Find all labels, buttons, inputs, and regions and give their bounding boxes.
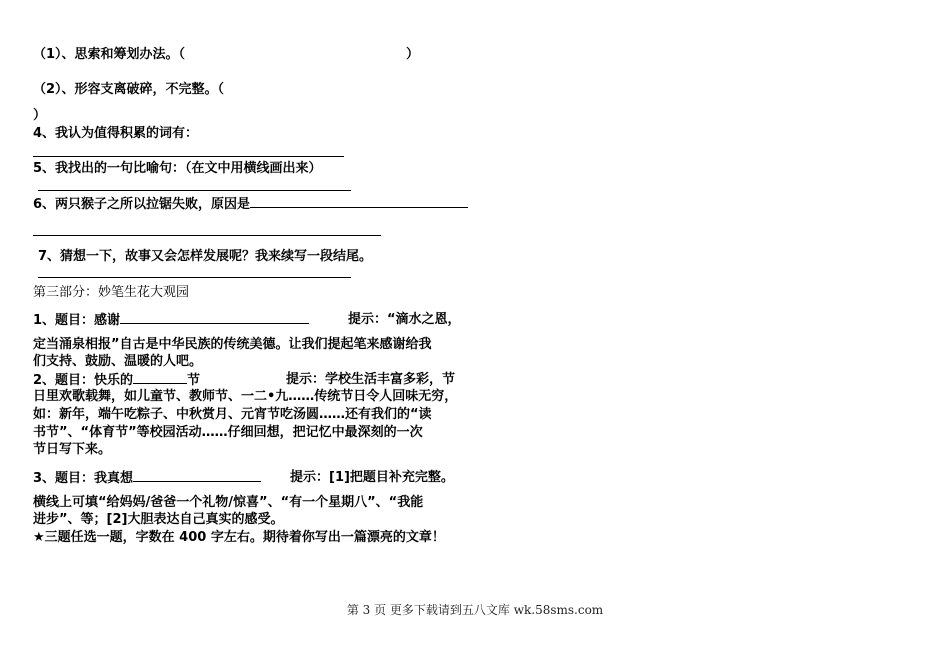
question-1-close-paren: ） (406, 47, 420, 62)
topic-1-hint: 提示：“滴水之恩， (348, 312, 461, 327)
question-2-close-paren: ） (33, 108, 47, 123)
question-1-text: （1）、思索和筹划办法。（ (33, 47, 186, 62)
question-2 (33, 81, 224, 98)
topic-2-body-line-4: 节日写下来。 (33, 442, 112, 457)
topic-3 (33, 469, 261, 487)
question-6 (33, 195, 468, 213)
part3-heading: 第三部分：妙笔生花大观园 (33, 285, 190, 300)
topic-1-blank[interactable] (120, 311, 309, 324)
topic-3-body-line-1: 横线上可填“给妈妈/爸爸一个礼物/惊喜”、“有一个星期八”、“我能 (33, 495, 424, 510)
topic-3-label: 3、题目：我真想 (33, 471, 134, 486)
writing-note: ★三题任选一题，字数在 400 字左右。期待着你写出一篇漂亮的文章！ (33, 530, 445, 545)
topic-1 (33, 311, 309, 329)
topic-2-hint: 提示：学校生活丰富多彩，节 (286, 372, 456, 387)
question-5: 5、我找出的一句比喻句：（在文中用横线画出来） (33, 161, 322, 176)
answer-line-q4[interactable] (33, 156, 344, 157)
topic-2-body-line-3: 书节”、“体育节”等校园活动……仔细回想，把记忆中最深刻的一次 (33, 425, 423, 440)
topic-1-body-line-1: 定当涌泉相报”自古是中华民族的传统美德。让我们提起笔来感谢给我 (33, 337, 432, 352)
answer-line-q6-cont[interactable] (33, 235, 381, 236)
topic-3-hint: 提示：[1]把题目补充完整。 (290, 470, 454, 485)
question-7: 7、猜想一下，故事又会怎样发展呢？我来续写一段结尾。 (38, 249, 373, 264)
topic-2-blank[interactable] (133, 371, 187, 384)
answer-line-q7[interactable] (38, 277, 351, 278)
topic-2-body-line-2: 如：新年，端午吃粽子、中秋赏月、元宵节吃汤圆……还有我们的“读 (33, 407, 432, 422)
answer-line-q5[interactable] (38, 190, 351, 191)
page-footer: 第 3 页 更多下载请到五八文库 wk.58sms.com (346, 603, 604, 617)
topic-2-suffix: 节 (187, 373, 201, 388)
topic-2-body-line-1: 日里欢歌载舞，如儿童节、教师节、一二•九……传统节日令人回味无穷， (33, 389, 458, 404)
question-4: 4、我认为值得积累的词有： (33, 126, 199, 141)
question-1 (33, 46, 185, 63)
topic-1-label: 1、题目：感谢 (33, 313, 121, 328)
topic-3-blank[interactable] (133, 469, 261, 482)
topic-2-label: 2、题目：快乐的 (33, 373, 134, 388)
question-6-text: 6、两只猴子之所以拉锯失败，原因是 (33, 197, 251, 212)
topic-1-body-line-2: 们支持、鼓励、温暖的人吧。 (33, 354, 203, 369)
topic-3-body-line-2: 进步”、等；[2]大胆表达自己真实的感受。 (33, 512, 284, 527)
question-2-text: （2）、形容支离破碎，不完整。（ (33, 82, 225, 97)
answer-blank-q6[interactable] (250, 195, 468, 208)
topic-2 (33, 371, 200, 389)
